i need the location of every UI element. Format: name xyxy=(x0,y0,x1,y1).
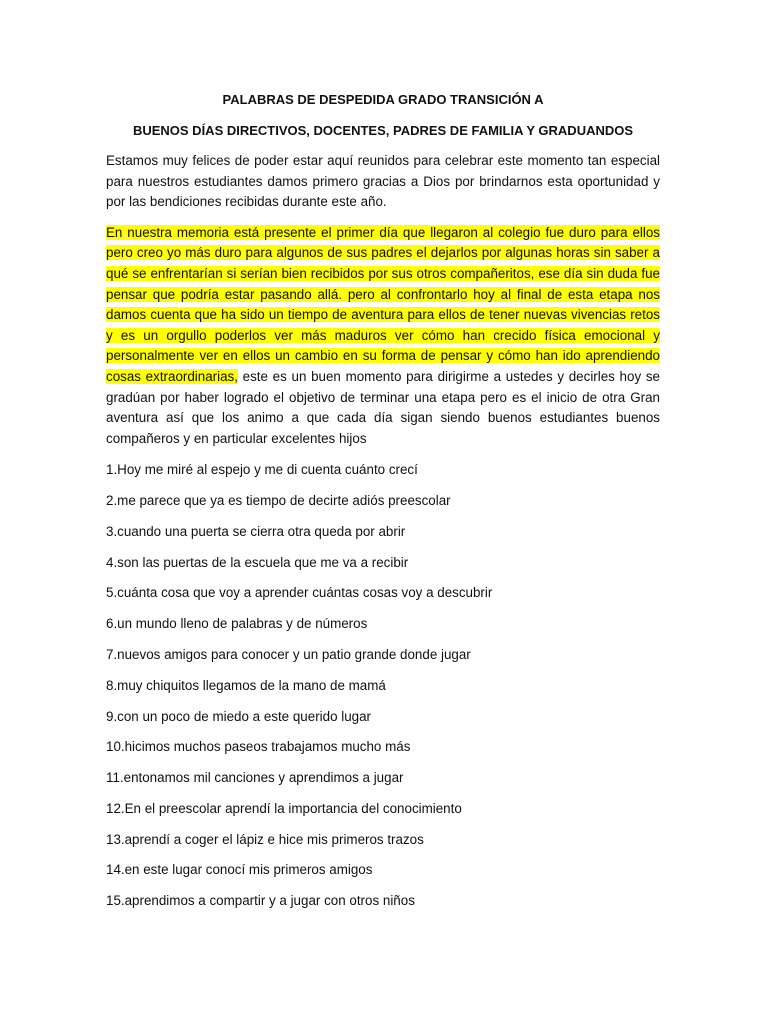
paragraph-continuation: este es un buen momento para dirigirme a ustedes y decirles hoy se gradúan por haber logrado el objetivo de terminar una etapa pero es el inicio de otra Gran aventura así que los animo a que cada día sigan siendo buenos estudiantes buenos compañeros y en particular excelentes hijos xyxy=(106,368,660,446)
list-item: 4.son las puertas de la escuela que me va a recibir xyxy=(106,554,409,570)
list-item: 14.en este lugar conocí mis primeros amigos xyxy=(106,862,373,878)
opening-paragraph: Estamos muy felices de poder estar aquí reunidos para celebrar este momento tan especial para nuestros estudiantes damos primero gracias a Dios por brindarnos esta oportunidad y por las bendiciones recibidas durante este año. xyxy=(106,153,660,210)
verse-list xyxy=(106,460,660,912)
list-item: 1.Hoy me miré al espejo y me di cuenta cuánto crecí xyxy=(106,462,418,478)
list-item: 11.entonamos mil canciones y aprendimos a jugar xyxy=(106,770,404,786)
list-item: 6.un mundo lleno de palabras y de números xyxy=(106,616,368,632)
highlighted-text: En nuestra memoria está presente el primer día que llegaron al colegio fue duro para ellos pero creo yo más duro para algunos de sus padres el dejarlos por algunas horas sin saber a qué se enfrentarían si serían bien recibidos por sus otros compañeritos, ese día sin duda fue pensar que podría estar pasando allá. pero al confrontarlo hoy al final de esta etapa nos damos cuenta que ha sido un tiempo de aventura para ellos de tener nuevas vivencias retos y es un orgullo poderlos ver más maduros ver cómo han crecido física emocional y personalmente ver en ellos un cambio en su forma de pensar y cómo han ido aprendiendo cosas extraordinarias, xyxy=(106,224,660,384)
document-page xyxy=(106,90,660,922)
list-item: 3.cuando una puerta se cierra otra queda por abrir xyxy=(106,523,406,539)
list-item: 7.nuevos amigos para conocer y un patio grande donde jugar xyxy=(106,647,471,662)
memory-paragraph xyxy=(106,223,660,450)
list-item: 9.con un poco de miedo a este querido lugar xyxy=(106,708,372,724)
list-item: 12.En el preescolar aprendí la importancia del conocimiento xyxy=(106,800,462,816)
list-item: 15.aprendimos a compartir y a jugar con otros niños xyxy=(106,893,415,909)
list-item: 5.cuánta cosa que voy a aprender cuántas cosas voy a descubrir xyxy=(106,585,493,601)
document-title: PALABRAS DE DESPEDIDA GRADO TRANSICIÓN A xyxy=(222,92,544,107)
greeting-heading: BUENOS DÍAS DIRECTIVOS, DOCENTES, PADRES DE FAMILIA Y GRADUANDOS xyxy=(132,123,634,138)
list-item: 8.muy chiquitos llegamos de la mano de mamá xyxy=(106,677,386,693)
list-item: 2.me parece que ya es tiempo de decirte adiós preescolar xyxy=(106,493,451,509)
list-item: 10.hicimos muchos paseos trabajamos mucho más xyxy=(106,739,411,755)
list-item: 13.aprendí a coger el lápiz e hice mis primeros trazos xyxy=(106,831,424,847)
